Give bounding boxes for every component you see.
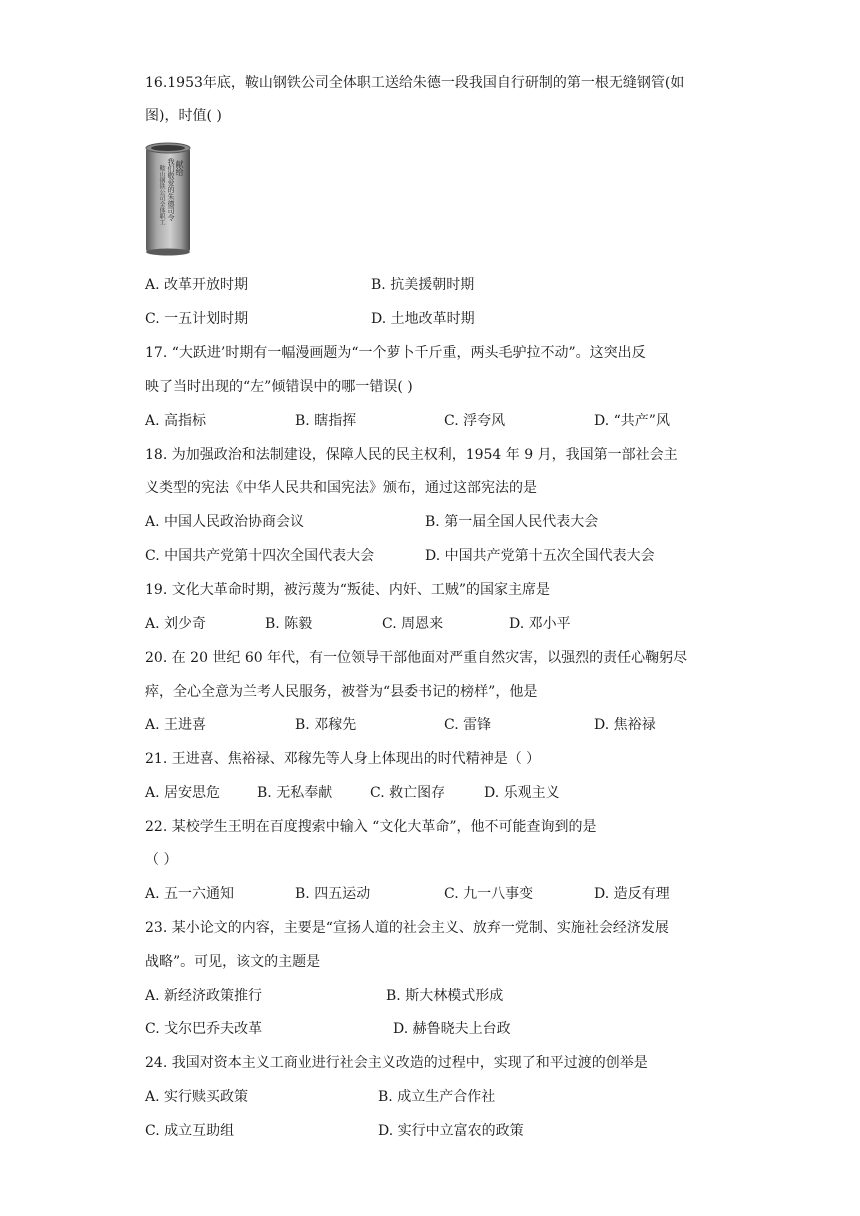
question-20-option-b[interactable]: B. 邓稼先 — [295, 717, 357, 733]
question-24-option-c[interactable]: C. 成立互助组 — [145, 1123, 235, 1139]
question-23-stem-line-2: 战略”。可见，该文的主题是 — [145, 954, 321, 970]
question-23-stem-line-1: 23. 某小论文的内容，主要是“宣扬人道的社会主义、放弃一党制、实施社会经济发展 — [145, 920, 669, 936]
question-20-option-a[interactable]: A. 王进喜 — [145, 717, 207, 733]
pipe-inscription-2: 我们敬爱的朱德司令 — [167, 158, 175, 221]
question-23-option-c[interactable]: C. 戈尔巴乔夫改革 — [145, 1021, 263, 1037]
question-16-stem-line-2: 图)，时值( ) — [145, 108, 222, 124]
question-18-option-a[interactable]: A. 中国人民政治协商会议 — [145, 514, 305, 530]
question-19-stem-line-1: 19. 文化大革命时期，被污蔑为“叛徒、内奸、工贼”的国家主席是 — [145, 582, 551, 598]
question-16-stem-line-1: 16.1953年底，鞍山钢铁公司全体职工送给朱德一段我国自行研制的第一根无缝钢管(如 — [145, 75, 685, 91]
question-24-stem-line-1: 24. 我国对资本主义工商业进行社会主义改造的过程中，实现了和平过渡的创举是 — [145, 1055, 648, 1071]
question-16-option-a[interactable]: A. 改革开放时期 — [145, 277, 249, 293]
question-17-stem-line-2: 映了当时出现的“左”倾错误中的哪一错误( ) — [145, 379, 413, 395]
question-20-stem-line-1: 20. 在 20 世纪 60 年代，有一位领导干部他面对严重自然灾害，以强烈的责任心鞠躬尽 — [145, 650, 688, 666]
question-21-option-b[interactable]: B. 无私奉献 — [257, 785, 333, 801]
question-23-option-d[interactable]: D. 赫鲁晓夫上台政 — [393, 1021, 511, 1037]
question-16-option-c[interactable]: C. 一五计划时期 — [145, 311, 249, 327]
question-21-option-d[interactable]: D. 乐观主义 — [484, 785, 560, 801]
question-18-option-d[interactable]: D. 中国共产党第十五次全国代表大会 — [425, 548, 655, 564]
question-20-stem-line-2: 瘁，全心全意为兰考人民服务，被誉为“县委书记的榜样”，他是 — [145, 684, 538, 700]
question-24-option-b[interactable]: B. 成立生产合作社 — [378, 1089, 496, 1105]
question-16-option-d[interactable]: D. 土地改革时期 — [371, 311, 475, 327]
question-19-option-d[interactable]: D. 邓小平 — [509, 616, 571, 632]
question-22-stem-line-1: 22. 某校学生王明在百度搜索中输入 “文化大革命”，他不可能查询到的是 — [145, 819, 597, 835]
question-19-option-b[interactable]: B. 陈毅 — [265, 616, 313, 632]
question-17-option-a[interactable]: A. 高指标 — [145, 413, 207, 429]
question-22-option-c[interactable]: C. 九一八事变 — [444, 886, 534, 902]
question-17-option-b[interactable]: B. 瞎指挥 — [295, 413, 357, 429]
question-18-option-c[interactable]: C. 中国共产党第十四次全国代表大会 — [145, 548, 375, 564]
question-18-stem-line-2: 义类型的宪法《中华人民共和国宪法》颁布，通过这部宪法的是 — [145, 480, 537, 496]
question-22-stem-line-2: （ ） — [145, 852, 178, 868]
question-18-stem-line-1: 18. 为加强政治和法制建设，保障人民的民主权利，1954 年 9 月，我国第一部社会主 — [145, 447, 678, 463]
question-22-option-d[interactable]: D. 造反有理 — [594, 886, 670, 902]
question-23-option-b[interactable]: B. 斯大林模式形成 — [386, 988, 504, 1004]
question-21-stem-line-1: 21. 王进喜、焦裕禄、邓稼先等人身上体现出的时代精神是（ ） — [145, 751, 541, 767]
question-18-option-b[interactable]: B. 第一届全国人民代表大会 — [425, 514, 599, 530]
question-24-option-a[interactable]: A. 实行赎买政策 — [145, 1089, 249, 1105]
pipe-inscription-3: 鞍山钢铁公司全体职工 — [158, 165, 165, 225]
question-19-option-a[interactable]: A. 刘少奇 — [145, 616, 207, 632]
question-17-stem-line-1: 17. “大跃进’时期有一幅漫画题为“一个萝卜千斤重，两头毛驴拉不动”。这突出反 — [145, 345, 646, 361]
question-20-option-d[interactable]: D. 焦裕禄 — [594, 717, 656, 733]
question-21-option-a[interactable]: A. 居安思危 — [145, 785, 221, 801]
question-21-option-c[interactable]: C. 救亡图存 — [370, 785, 446, 801]
pipe-inscription-1: 献给 — [175, 160, 184, 176]
question-19-option-c[interactable]: C. 周恩来 — [382, 616, 444, 632]
question-22-option-a[interactable]: A. 五一六通知 — [145, 886, 235, 902]
question-16-option-b[interactable]: B. 抗美援朝时期 — [371, 277, 475, 293]
question-20-option-c[interactable]: C. 雷锋 — [444, 717, 492, 733]
question-17-option-d[interactable]: D. “共产”风 — [594, 413, 670, 429]
question-23-option-a[interactable]: A. 新经济政策推行 — [145, 988, 263, 1004]
question-22-option-b[interactable]: B. 四五运动 — [295, 886, 371, 902]
question-24-option-d[interactable]: D. 实行中立富农的政策 — [378, 1123, 524, 1139]
question-17-option-c[interactable]: C. 浮夸风 — [444, 413, 506, 429]
